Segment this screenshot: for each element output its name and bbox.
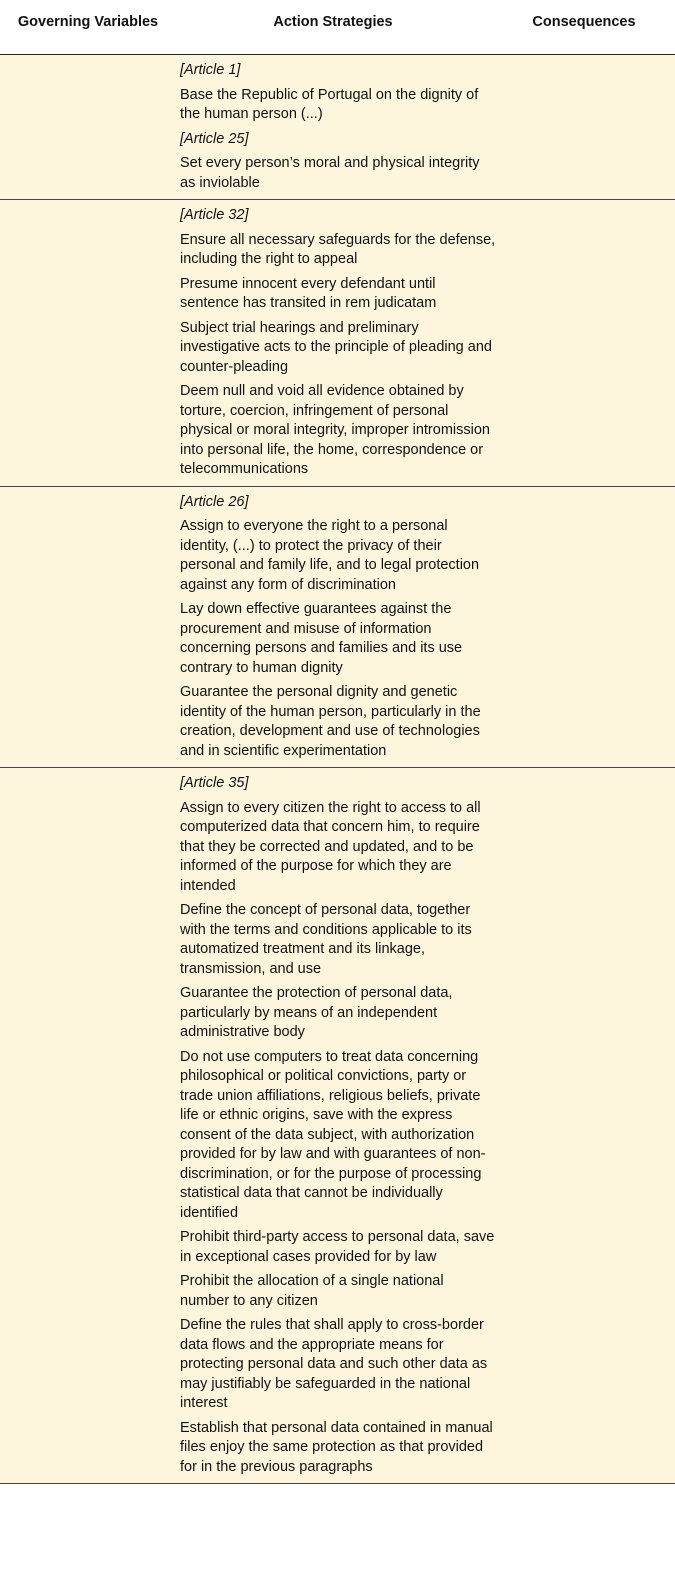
header-consequences: Consequences [532, 14, 636, 30]
governing-variables-cell [0, 768, 172, 1483]
action-strategy: Prohibit the allocation of a single national number to any citizen [180, 1273, 444, 1309]
governing-variables-cell [0, 487, 172, 768]
article-reference: [Article 26] [180, 493, 249, 510]
consequences-cell [502, 200, 675, 486]
table-header [0, 0, 675, 55]
action-strategy: Subject trial hearings and preliminary investigative acts to the principle of pleading and counter-pleading [180, 319, 492, 375]
action-strategies-cell [172, 768, 502, 1483]
action-strategy: Deem null and void all evidence obtained by torture, coercion, infringement of personal physical or moral integrity, improper intromission into personal life, the home, correspondence or telecommunications [180, 383, 490, 477]
action-strategy: Guarantee the protection of personal data, particularly by means of an independent administrative body [180, 985, 453, 1040]
table-row [0, 200, 675, 487]
action-strategy: Ensure all necessary safeguards for the defense, including the right to appeal [180, 231, 496, 267]
article-reference: [Article 32] [180, 207, 249, 223]
table-row [0, 487, 675, 769]
table-row [0, 55, 675, 200]
table-body [0, 55, 675, 1484]
action-strategy: Lay down effective guarantees against the procurement and misuse of information concerning persons and families and its use contrary to human dignity [180, 601, 463, 676]
action-strategy: Assign to every citizen the right to access to all computerized data that concern him, to require that they be corrected and updated, and to be informed of the purpose for which they are intended [180, 799, 481, 894]
action-strategies-cell [172, 200, 502, 486]
action-strategy: Establish that personal data contained in manual files enjoy the same protection as that provided for in the previous paragraphs [180, 1419, 493, 1475]
consequences-cell [502, 487, 675, 768]
article-reference: [Article 35] [180, 775, 249, 791]
action-strategy: Base the Republic of Portugal on the dignity of the human person (...) [180, 86, 479, 122]
consequences-cell [502, 55, 675, 199]
article-reference: [Article 1] [180, 62, 241, 78]
action-strategies-cell [172, 487, 502, 768]
action-strategy: Do not use computers to treat data concerning philosophical or political convictions, party or trade union affiliations, religious beliefs, private life or ethnic origins, save with the express consent of the data subject, with authorization provided for by law and with guarantees of non-discrimination, or for the purpose of processing statistical data that cannot be individually identified [180, 1048, 486, 1221]
table-row [0, 768, 675, 1484]
header-governing-variables: Governing Variables [17, 14, 159, 30]
header-action-strategies: Action Strategies [273, 14, 393, 30]
article-reference: [Article 25] [180, 130, 249, 147]
action-strategy: Presume innocent every defendant until sentence has transited in rem judicatam [180, 275, 437, 311]
consequences-cell [502, 768, 675, 1483]
action-strategy: Set every person’s moral and physical integrity as inviolable [180, 155, 480, 191]
governing-variables-cell [0, 55, 172, 199]
action-strategy: Define the concept of personal data, together with the terms and conditions applicable to its automatized treatment and its linkage, transmission, and use [180, 902, 472, 977]
action-strategy: Define the rules that shall apply to cross-border data flows and the appropriate means for protecting personal data and such other data as may justifiably be safeguarded in the national interest [180, 1317, 488, 1411]
action-strategy: Prohibit third-party access to personal data, save in exceptional cases provided for by law [180, 1229, 495, 1265]
action-strategy: Assign to everyone the right to a personal identity, (...) to protect the privacy of their personal and family life, and to legal protection against any form of discrimination [180, 518, 480, 593]
governing-variables-cell [0, 200, 172, 486]
action-strategy: Guarantee the personal dignity and genetic identity of the human person, particularly in the creation, development and use of technologies and in scientific experimentation [180, 684, 481, 759]
action-strategies-cell [172, 55, 502, 199]
